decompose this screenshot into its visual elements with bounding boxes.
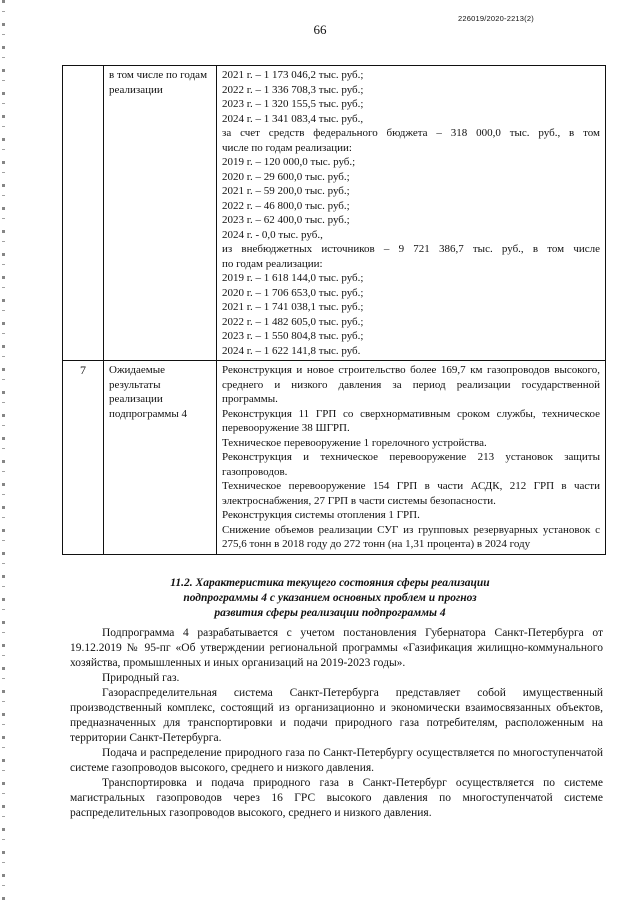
funding-line: из внебюджетных источников – 9 721 386,7 тыс. руб., в том числе	[222, 243, 600, 255]
result-item: Реконструкция системы отопления 1 ГРП.	[222, 509, 420, 521]
document-id: 226019/2020-2213(2)	[458, 14, 534, 23]
result-item: Снижение объемов реализации СУГ из групповых резервуарных установок с 275,6 тонн в 2018 году до 272 тонн (на 1,31 процента) в 2024 году	[222, 523, 600, 550]
funding-line: 2019 г. – 120 000,0 тыс. руб.;	[222, 156, 356, 168]
funding-line: числе по годам реализации:	[222, 141, 352, 154]
body-paragraph: Подпрограмма 4 разрабатывается с учетом постановления Губернатора Санкт-Петербурга от 19.12.2019 № 95-пг «Об утверждении региональной программы «Газификация жилищно-коммунального хозяйства, промышленных и иных организаций на 2019-2023 годы».	[70, 627, 603, 669]
section-heading-line: 11.2. Характеристика текущего состояния сферы реализации	[170, 577, 490, 589]
body-paragraph: Транспортировка и подача природного газа в Санкт-Петербург осуществляется по системе магистральных газопроводов через 16 ГРС высокого давления по многоступенчатой системе распределительных газопроводов высокого, среднего и низкого давления.	[70, 777, 603, 819]
funding-line: 2020 г. – 1 706 653,0 тыс. руб.;	[222, 286, 364, 299]
funding-line: 2020 г. – 29 600,0 тыс. руб.;	[222, 170, 350, 183]
row-title: в том числе по годам реализации	[104, 66, 217, 361]
result-item: Реконструкция и новое строительство более 169,7 км газопроводов высокого, среднего и низкого давления за период реализации государственной программы.	[222, 364, 600, 405]
funding-line: по годам реализации:	[222, 257, 323, 270]
table-row-results	[63, 361, 606, 555]
funding-line: 2022 г. – 1 482 605,0 тыс. руб.;	[222, 315, 364, 328]
program-table	[62, 65, 606, 555]
funding-line: 2022 г. – 46 800,0 тыс. руб.;	[222, 199, 350, 212]
section-body	[70, 626, 603, 821]
table-row-funding	[63, 66, 606, 361]
funding-values	[217, 66, 606, 361]
body-paragraph: Подача и распределение природного газа по Санкт-Петербургу осуществляется по многоступенчатой системе газопроводов высокого, среднего и низкого давления.	[70, 747, 603, 774]
row-title: Ожидаемые результаты реализации подпрограммы 4	[104, 361, 217, 555]
funding-line: 2023 г. – 62 400,0 тыс. руб.;	[222, 214, 350, 226]
result-item: Реконструкция 11 ГРП со сверхнормативным сроком службы, техническое перевооружение 38 ШГРП.	[222, 407, 600, 434]
funding-line: 2023 г. – 1 550 804,8 тыс. руб.;	[222, 330, 364, 342]
funding-line: 2022 г. – 1 336 708,3 тыс. руб.;	[222, 83, 364, 96]
funding-line: 2024 г. – 1 622 141,8 тыс. руб.	[222, 344, 361, 357]
funding-line: 2019 г. – 1 618 144,0 тыс. руб.;	[222, 272, 364, 284]
result-item: Реконструкция и техническое перевооружение 213 установок защиты газопроводов.	[222, 451, 600, 478]
funding-line: 2024 г. – 1 341 083,4 тыс. руб.,	[222, 112, 364, 125]
expected-results	[217, 361, 606, 555]
funding-line: 2024 г. - 0,0 тыс. руб.,	[222, 228, 323, 241]
section-heading-line: подпрограммы 4 с указанием основных проблем и прогноз	[183, 592, 477, 604]
body-paragraph: Газораспределительная система Санкт-Петербурга представляет собой имущественный производственный комплекс, состоящий из организационно и экономически взаимосвязанных объектов, предназначенных для транспортировки и подачи природного газа потребителям, расположенным на территории Санкт-Петербурга.	[70, 687, 603, 744]
section-heading-line: развития сферы реализации подпрограммы 4	[214, 607, 446, 619]
funding-line: за счет средств федерального бюджета – 318 000,0 тыс. руб., в том	[222, 127, 600, 139]
result-item: Техническое перевооружение 1 горелочного устройства.	[222, 436, 487, 449]
scan-binding-edge	[2, 0, 5, 905]
page-number: 66	[313, 22, 327, 37]
body-paragraph: Природный газ.	[102, 672, 180, 684]
funding-line: 2021 г. – 59 200,0 тыс. руб.;	[222, 185, 350, 197]
funding-line: 2023 г. – 1 320 155,5 тыс. руб.;	[222, 98, 364, 110]
funding-line: 2021 г. – 1 173 046,2 тыс. руб.;	[222, 69, 364, 81]
result-item: Техническое перевооружение 154 ГРП в части АСДК, 212 ГРП в части электроснабжения, 27 ГРП в части системы безопасности.	[222, 480, 600, 507]
row-number: 7	[63, 361, 104, 555]
section-heading	[70, 576, 590, 621]
funding-line: 2021 г. – 1 741 038,1 тыс. руб.;	[222, 301, 364, 313]
row-number	[63, 66, 104, 361]
